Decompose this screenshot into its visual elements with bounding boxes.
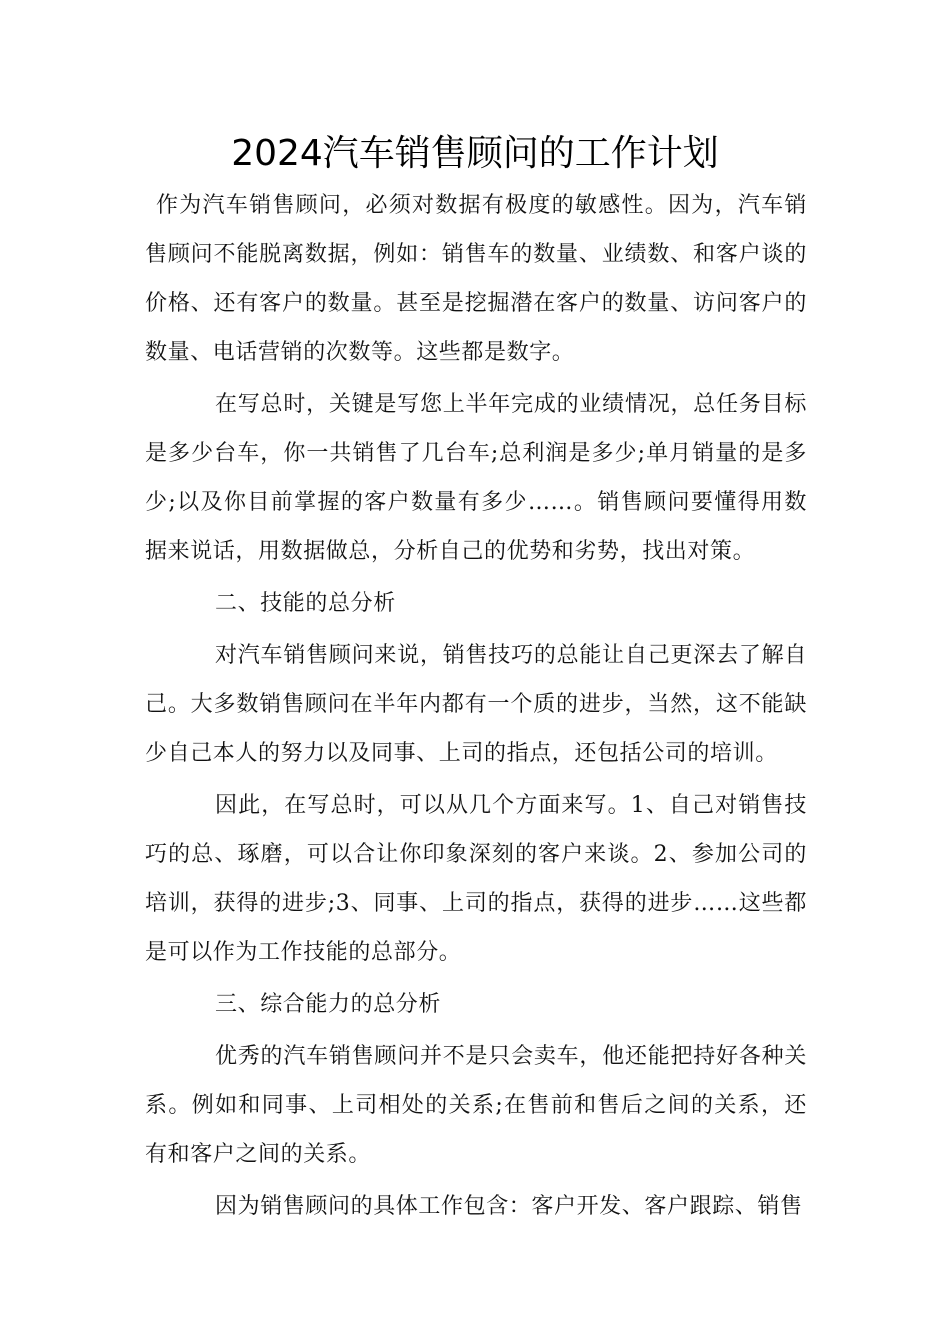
section-heading-skills: 二、技能的总分析 (215, 591, 396, 616)
paragraph-summary-writing: 在写总时，关键是写您上半年完成的业绩情况，总任务目标是多少台车，你一共销售了几台车;总利润是多少;单月销量的是多少;以及你目前掌握的客户数量有多少……。销售顾问要懂得用数据来说话，用数据做总，分析自己的优势和劣势，找出对策。 (145, 392, 807, 564)
paragraph-skills-aspects: 因此，在写总时，可以从几个方面来写。1、自己对销售技巧的总、琢磨，可以合让你印象深刻的客户来谈。2、参加公司的培训，获得的进步;3、同事、上司的指点，获得的进步……这些都是可以作为工作技能的总部分。 (145, 793, 807, 965)
document-title: 2024汽车销售顾问的工作计划 (231, 133, 719, 174)
paragraph-skills: 对汽车销售顾问来说，销售技巧的总能让自己更深去了解自己。大多数销售顾问在半年内都有一个质的进步，当然，这不能缺少自己本人的努力以及同事、上司的指点，还包括公司的培训。 (145, 643, 807, 766)
paragraph-intro: 作为汽车销售顾问，必须对数据有极度的敏感性。因为，汽车销售顾问不能脱离数据，例如：销售车的数量、业绩数、和客户谈的价格、还有客户的数量。甚至是挖掘潜在客户的数量、访问客户的数量、电话营销的次数等。这些都是数字。 (145, 193, 807, 365)
paragraph-job-content: 因为销售顾问的具体工作包含：客户开发、客户跟踪、销售 (215, 1194, 803, 1219)
paragraph-relationships: 优秀的汽车销售顾问并不是只会卖车，他还能把持好各种关系。例如和同事、上司相处的关系;在售前和售后之间的关系，还有和客户之间的关系。 (145, 1044, 807, 1167)
document-body (145, 181, 807, 1234)
section-heading-comprehensive: 三、综合能力的总分析 (215, 992, 442, 1017)
